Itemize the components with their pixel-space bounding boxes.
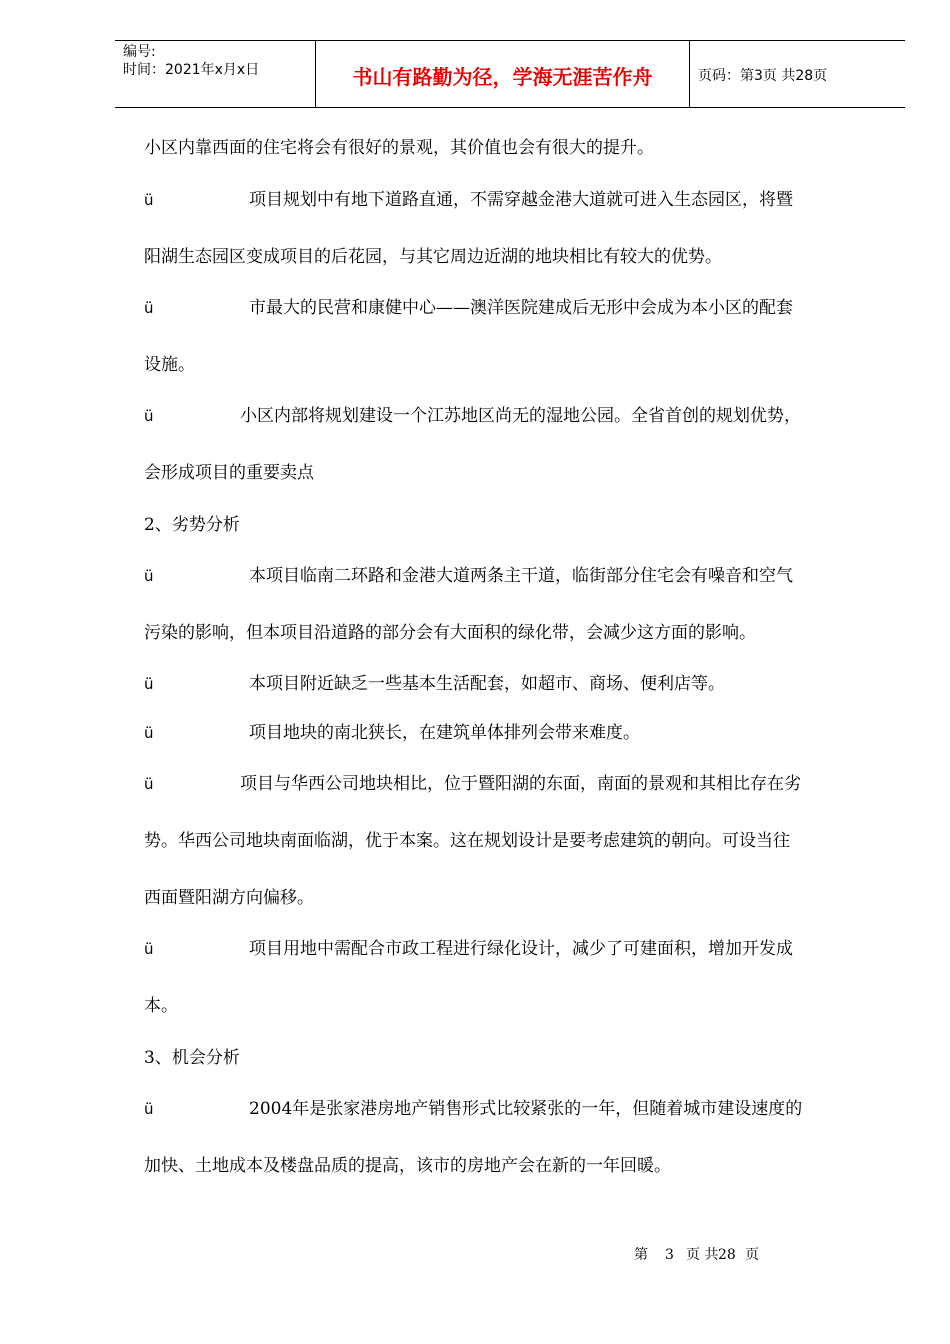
body-line: 势。华西公司地块南面临湖，优于本案。这在规划设计是要考虑建筑的朝向。可设当往 <box>144 831 790 851</box>
body-line: 市最大的民营和康健中心——澳洋医院建成后无形中会成为本小区的配套 <box>249 298 793 318</box>
body-line: 项目用地中需配合市政工程进行绿化设计，减少了可建面积，增加开发成 <box>249 939 793 959</box>
bullet-marker: ü <box>144 299 154 317</box>
document-date-label: 时间：2021年x月x日 <box>123 62 260 78</box>
bullet-marker: ü <box>144 567 154 585</box>
footer-suffix: 页 <box>745 1247 759 1263</box>
document-code-label: 编号: <box>123 44 156 60</box>
footer-total-pages: 28 <box>718 1247 736 1263</box>
body-line: 污染的影响，但本项目沿道路的部分会有大面积的绿化带，会减少这方面的影响。 <box>144 623 756 643</box>
footer-mid: 页 共 <box>686 1247 719 1263</box>
body-line: 阳湖生态园区变成项目的后花园，与其它周边近湖的地块相比有较大的优势。 <box>144 247 722 267</box>
header-meta-cell <box>115 41 316 107</box>
header-page-cell <box>690 41 905 107</box>
body-line: 本项目附近缺乏一些基本生活配套，如超市、商场、便利店等。 <box>249 674 725 694</box>
bullet-marker: ü <box>144 675 154 693</box>
motto-text: 书山有路勤为径，学海无涯苦作舟 <box>352 65 653 89</box>
body-line: 小区内部将规划建设一个江苏地区尚无的湿地公园。全省首创的规划优势， <box>240 406 801 426</box>
bullet-marker: ü <box>144 940 154 958</box>
header-page-info: 页码：第3页 共28页 <box>698 68 828 84</box>
body-line: 本项目临南二环路和金港大道两条主干道，临街部分住宅会有噪音和空气 <box>249 566 793 586</box>
header-table <box>115 40 905 108</box>
body-line: 项目规划中有地下道路直通，不需穿越金港大道就可进入生态园区，将暨 <box>249 190 793 210</box>
header-motto-cell <box>316 41 690 107</box>
bullet-marker: ü <box>144 724 154 742</box>
body-line: 小区内靠西面的住宅将会有很好的景观，其价值也会有很大的提升。 <box>144 138 654 158</box>
body-line: 项目与华西公司地块相比，位于暨阳湖的东面，南面的景观和其相比存在劣 <box>240 774 801 794</box>
body-line: 2004年是张家港房地产销售形式比较紧张的一年，但随着城市建设速度的 <box>249 1099 803 1119</box>
footer-page-number: 3 <box>665 1247 674 1263</box>
bullet-marker: ü <box>144 407 154 425</box>
section-heading: 2、劣势分析 <box>144 515 240 535</box>
bullet-marker: ü <box>144 1100 154 1118</box>
body-line: 项目地块的南北狭长，在建筑单体排列会带来难度。 <box>249 723 640 743</box>
body-line: 本。 <box>144 996 178 1016</box>
footer-prefix: 第 <box>634 1247 648 1263</box>
bullet-marker: ü <box>144 191 154 209</box>
bullet-marker: ü <box>144 775 154 793</box>
body-line: 设施。 <box>144 355 195 375</box>
body-line: 加快、土地成本及楼盘品质的提高，该市的房地产会在新的一年回暖。 <box>144 1156 671 1176</box>
section-heading: 3、机会分析 <box>144 1048 240 1068</box>
body-line: 西面暨阳湖方向偏移。 <box>144 888 314 908</box>
body-line: 会形成项目的重要卖点 <box>144 463 314 483</box>
